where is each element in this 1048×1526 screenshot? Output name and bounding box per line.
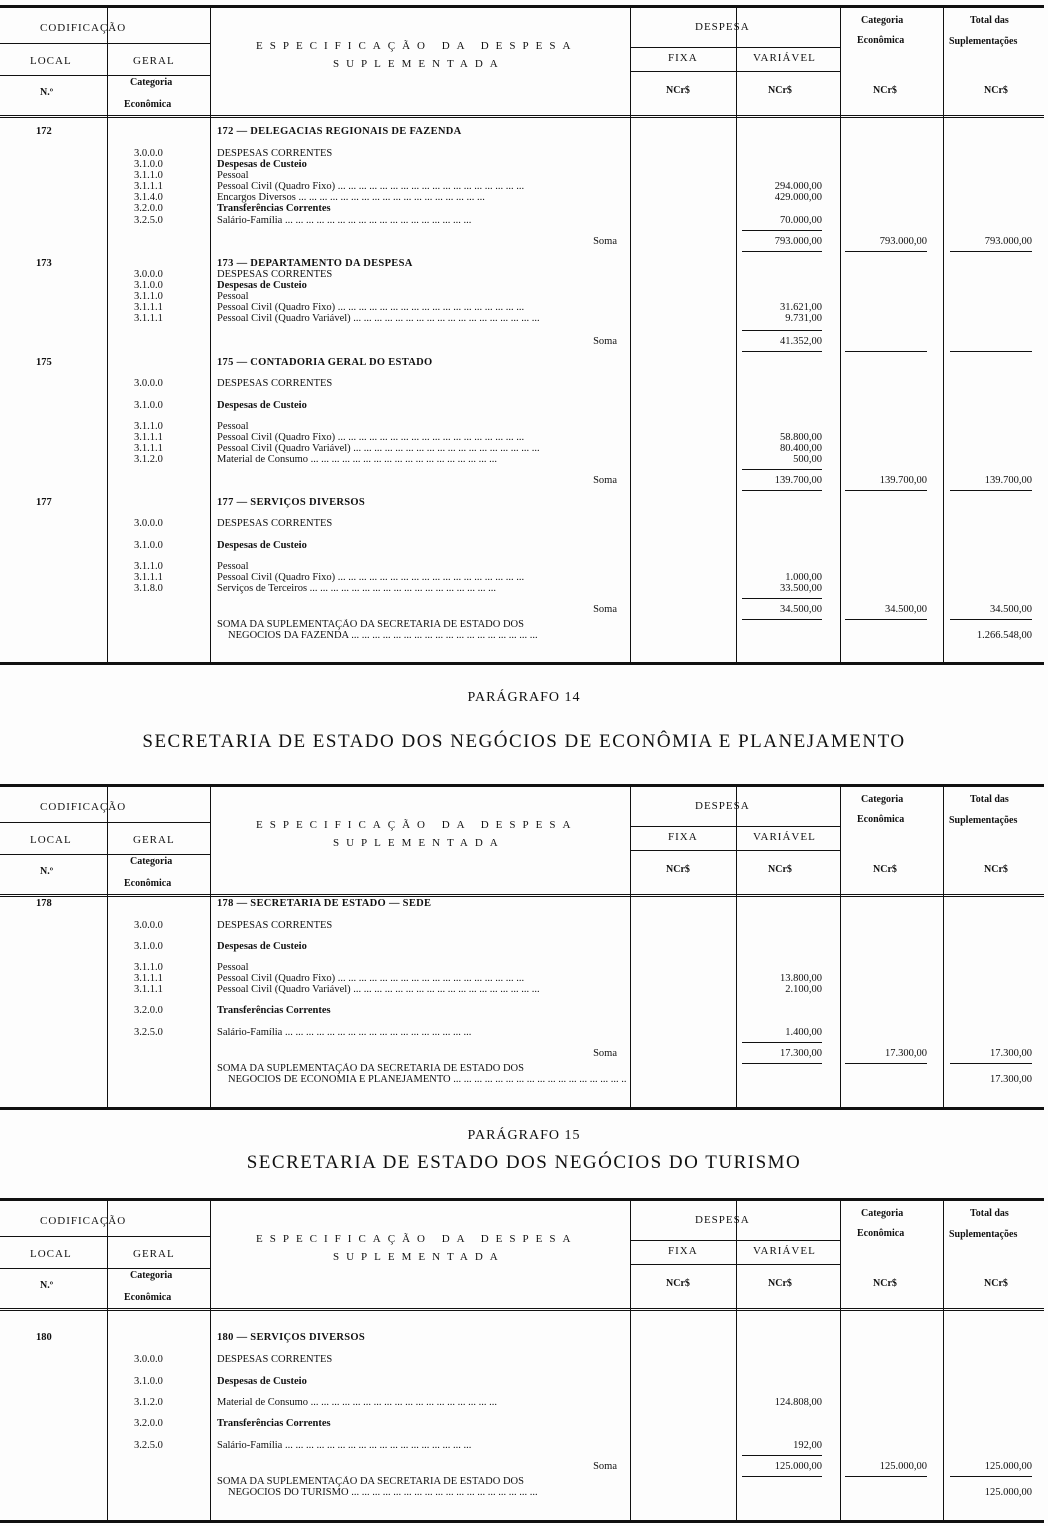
currency-total: NCr$ bbox=[984, 85, 1008, 96]
local-code: 180 bbox=[36, 1332, 52, 1343]
secretaria-total-label-2: NEGÓCIOS DO TURISMO ... . bbox=[228, 1487, 627, 1498]
item-description: DESPESAS CORRENTES bbox=[217, 1354, 333, 1365]
header-bottom-rule bbox=[0, 1308, 1044, 1311]
currency-total: NCr$ bbox=[984, 1278, 1008, 1289]
item-description: Pessoal Civil (Quadro Variável) ... . bbox=[217, 984, 627, 995]
geral-code: 3.1.1.1 bbox=[134, 973, 163, 984]
item-description: Pessoal Civil (Quadro Fixo) ... . bbox=[217, 181, 627, 192]
item-description: DESPESAS CORRENTES bbox=[217, 920, 333, 931]
rule-line bbox=[630, 1240, 840, 1241]
item-description: 177 — SERVIÇOS DIVERSOS bbox=[217, 497, 366, 508]
soma-label: Soma bbox=[593, 1048, 617, 1059]
item-description: DESPESAS CORRENTES bbox=[217, 378, 333, 389]
variavel-value: 294.000,00 bbox=[774, 181, 822, 192]
sum-rule bbox=[742, 1476, 822, 1477]
local-label: LOCAL bbox=[30, 55, 72, 67]
fixa-label: FIXA bbox=[668, 52, 698, 64]
currency-fixa: NCr$ bbox=[666, 864, 690, 875]
sum-rule bbox=[845, 1063, 927, 1064]
table-bottom-rule bbox=[0, 662, 1044, 665]
geral-code: 3.2.0.0 bbox=[134, 1005, 163, 1016]
variavel-value: 80.400,00 bbox=[780, 443, 822, 454]
column-divider bbox=[840, 7, 841, 662]
categoria-label: Categoria bbox=[130, 77, 173, 88]
especificacao-label: ESPECIFICAÇÃO DA DESPESA bbox=[256, 40, 578, 52]
variavel-value: 31.621,00 bbox=[780, 302, 822, 313]
suplementada-label: SUPLEMENTADA bbox=[333, 837, 505, 849]
local-label: LOCAL bbox=[30, 1248, 72, 1260]
numero-label: N.º bbox=[40, 866, 54, 877]
rule-line bbox=[630, 850, 840, 851]
geral-code: 3.1.2.0 bbox=[134, 454, 163, 465]
geral-code: 3.2.5.0 bbox=[134, 215, 163, 226]
rule-line bbox=[0, 854, 210, 855]
variavel-value: 500,00 bbox=[793, 454, 822, 465]
especificacao-label: ESPECIFICAÇÃO DA DESPESA bbox=[256, 819, 578, 831]
suplementacoes-label: Suplementações bbox=[949, 815, 1018, 826]
sum-rule bbox=[950, 1063, 1032, 1064]
item-description: DESPESAS CORRENTES bbox=[217, 518, 333, 529]
table-top-rule bbox=[0, 5, 1044, 8]
total-value: 17.300,00 bbox=[990, 1074, 1032, 1085]
geral-code: 3.2.5.0 bbox=[134, 1027, 163, 1038]
total-value: 34.500,00 bbox=[990, 604, 1032, 615]
sum-rule bbox=[742, 598, 822, 599]
item-description: Pessoal Civil (Quadro Variável) ... . bbox=[217, 313, 627, 324]
local-code: 172 bbox=[36, 126, 52, 137]
geral-code: 3.2.0.0 bbox=[134, 203, 163, 214]
item-description: Encargos Diversos ... . bbox=[217, 192, 627, 203]
column-divider bbox=[943, 786, 944, 1107]
variavel-value: 429.000,00 bbox=[774, 192, 822, 203]
categoria-value: 125.000,00 bbox=[879, 1461, 927, 1472]
sum-rule bbox=[742, 330, 822, 331]
categoria-value: 34.500,00 bbox=[885, 604, 927, 615]
sum-rule bbox=[742, 619, 822, 620]
codificacao-label: CODIFICAÇÃO bbox=[40, 22, 127, 34]
geral-code: 3.2.5.0 bbox=[134, 1440, 163, 1451]
item-description: Transferências Correntes bbox=[217, 203, 331, 214]
soma-label: Soma bbox=[593, 336, 617, 347]
item-description: Salário-Família ... . bbox=[217, 1440, 627, 1451]
variavel-value: 2.100,00 bbox=[785, 984, 822, 995]
item-description: Despesas de Custeio bbox=[217, 400, 307, 411]
item-description: DESPESAS CORRENTES bbox=[217, 269, 333, 280]
item-description: Pessoal bbox=[217, 170, 249, 181]
suplementada-label: SUPLEMENTADA bbox=[333, 58, 505, 70]
total-label: Total das bbox=[970, 15, 1009, 26]
categoria-economica-label: Categoria bbox=[861, 15, 904, 26]
item-description: Pessoal Civil (Quadro Fixo) ... . bbox=[217, 572, 627, 583]
item-description: Despesas de Custeio bbox=[217, 1376, 307, 1387]
currency-fixa: NCr$ bbox=[666, 1278, 690, 1289]
geral-code: 3.0.0.0 bbox=[134, 148, 163, 159]
column-divider bbox=[210, 786, 211, 1107]
sum-rule bbox=[845, 251, 927, 252]
geral-code: 3.1.1.0 bbox=[134, 291, 163, 302]
item-description: Despesas de Custeio bbox=[217, 941, 307, 952]
item-description: DESPESAS CORRENTES bbox=[217, 148, 333, 159]
local-code: 177 bbox=[36, 497, 52, 508]
economica-label: Econômica bbox=[124, 99, 172, 110]
rule-line bbox=[630, 1264, 840, 1265]
column-divider bbox=[107, 7, 108, 662]
item-description: Pessoal Civil (Quadro Variável) ... . bbox=[217, 443, 627, 454]
sum-rule bbox=[845, 1476, 927, 1477]
categoria-economica-label-2: Econômica bbox=[857, 814, 905, 825]
variavel-value: 125.000,00 bbox=[774, 1461, 822, 1472]
secretaria-total-label-2: NEGÓCIOS DE ECONOMIA E PLANEJAMENTO ... . bbox=[228, 1074, 627, 1085]
header-bottom-rule bbox=[0, 894, 1044, 897]
column-divider bbox=[840, 786, 841, 1107]
sum-rule bbox=[742, 351, 822, 352]
rule-line bbox=[630, 47, 840, 48]
categoria-value: 17.300,00 bbox=[885, 1048, 927, 1059]
currency-variavel: NCr$ bbox=[768, 85, 792, 96]
variavel-value: 17.300,00 bbox=[780, 1048, 822, 1059]
item-description: Salário-Família ... . bbox=[217, 1027, 627, 1038]
item-description: Salário-Família ... . bbox=[217, 215, 627, 226]
column-divider bbox=[736, 1200, 737, 1520]
item-description: 180 — SERVIÇOS DIVERSOS bbox=[217, 1332, 366, 1343]
total-value: 1.266.548,00 bbox=[976, 630, 1032, 641]
geral-code: 3.1.0.0 bbox=[134, 941, 163, 952]
categoria-economica-label: Categoria bbox=[861, 794, 904, 805]
numero-label: N.º bbox=[40, 87, 54, 98]
geral-code: 3.1.0.0 bbox=[134, 540, 163, 551]
variavel-value: 1.000,00 bbox=[785, 572, 822, 583]
item-description: Material de Consumo ... . bbox=[217, 1397, 627, 1408]
geral-code: 3.1.1.1 bbox=[134, 313, 163, 324]
sum-rule bbox=[950, 490, 1032, 491]
fixa-label: FIXA bbox=[668, 831, 698, 843]
item-description: Pessoal bbox=[217, 962, 249, 973]
variavel-value: 41.352,00 bbox=[780, 336, 822, 347]
categoria-economica-label-2: Econômica bbox=[857, 35, 905, 46]
item-description: Pessoal bbox=[217, 561, 249, 572]
geral-code: 3.1.0.0 bbox=[134, 280, 163, 291]
economica-label: Econômica bbox=[124, 878, 172, 889]
paragraph-number: PARÁGRAFO 14 bbox=[467, 690, 581, 705]
numero-label: N.º bbox=[40, 1280, 54, 1291]
categoria-economica-label-2: Econômica bbox=[857, 1228, 905, 1239]
item-description: Pessoal Civil (Quadro Fixo) ... . bbox=[217, 973, 627, 984]
column-divider bbox=[943, 1200, 944, 1520]
secretaria-total-label: SOMA DA SUPLEMENTAÇÃO DA SECRETARIA DE ESTADO DOS bbox=[217, 1063, 524, 1074]
especificacao-label: ESPECIFICAÇÃO DA DESPESA bbox=[256, 1233, 578, 1245]
column-divider bbox=[210, 1200, 211, 1520]
secretaria-total-label: SOMA DA SUPLEMENTAÇÃO DA SECRETARIA DE ESTADO DOS bbox=[217, 1476, 524, 1487]
item-description: Transferências Correntes bbox=[217, 1005, 331, 1016]
codificacao-label: CODIFICAÇÃO bbox=[40, 801, 127, 813]
sum-rule bbox=[742, 1455, 822, 1456]
secretaria-total-label-2: NEGÓCIOS DA FAZENDA ... . bbox=[228, 630, 627, 641]
geral-code: 3.0.0.0 bbox=[134, 378, 163, 389]
local-code: 173 bbox=[36, 258, 52, 269]
currency-variavel: NCr$ bbox=[768, 864, 792, 875]
column-divider bbox=[107, 1200, 108, 1520]
geral-label: GERAL bbox=[133, 834, 175, 846]
item-description: Pessoal Civil (Quadro Fixo) ... . bbox=[217, 302, 627, 313]
categoria-economica-label: Categoria bbox=[861, 1208, 904, 1219]
categoria-value: 793.000,00 bbox=[879, 236, 927, 247]
variavel-value: 34.500,00 bbox=[780, 604, 822, 615]
sum-rule bbox=[950, 619, 1032, 620]
variavel-value: 124.808,00 bbox=[774, 1397, 822, 1408]
despesa-label: DESPESA bbox=[695, 800, 750, 812]
geral-code: 3.1.1.1 bbox=[134, 181, 163, 192]
item-description: Material de Consumo ... . bbox=[217, 454, 627, 465]
rule-line bbox=[630, 826, 840, 827]
soma-label: Soma bbox=[593, 604, 617, 615]
variavel-label: VARIÁVEL bbox=[753, 52, 816, 64]
geral-code: 3.1.2.0 bbox=[134, 1397, 163, 1408]
item-description: 172 — DELEGACIAS REGIONAIS DE FAZENDA bbox=[217, 126, 462, 137]
item-description: Despesas de Custeio bbox=[217, 540, 307, 551]
geral-code: 3.1.0.0 bbox=[134, 159, 163, 170]
sum-rule bbox=[742, 490, 822, 491]
geral-code: 3.0.0.0 bbox=[134, 1354, 163, 1365]
total-value: 17.300,00 bbox=[990, 1048, 1032, 1059]
item-description: 178 — SECRETARIA DE ESTADO — SEDE bbox=[217, 898, 432, 909]
table-bottom-rule bbox=[0, 1520, 1044, 1523]
column-divider bbox=[943, 7, 944, 662]
local-code: 178 bbox=[36, 898, 52, 909]
column-divider bbox=[736, 7, 737, 662]
sum-rule bbox=[742, 1063, 822, 1064]
local-code: 175 bbox=[36, 357, 52, 368]
geral-code: 3.1.1.1 bbox=[134, 984, 163, 995]
soma-label: Soma bbox=[593, 1461, 617, 1472]
variavel-value: 9.731,00 bbox=[785, 313, 822, 324]
geral-code: 3.0.0.0 bbox=[134, 269, 163, 280]
soma-label: Soma bbox=[593, 236, 617, 247]
geral-code: 3.1.1.1 bbox=[134, 432, 163, 443]
sum-rule bbox=[845, 490, 927, 491]
rule-line bbox=[0, 1268, 210, 1269]
sum-rule bbox=[950, 351, 1032, 352]
categoria-label: Categoria bbox=[130, 1270, 173, 1281]
column-divider bbox=[210, 7, 211, 662]
fixa-label: FIXA bbox=[668, 1245, 698, 1257]
total-value: 125.000,00 bbox=[984, 1461, 1032, 1472]
item-description: Transferências Correntes bbox=[217, 1418, 331, 1429]
geral-label: GERAL bbox=[133, 55, 175, 67]
variavel-value: 192,00 bbox=[793, 1440, 822, 1451]
sum-rule bbox=[742, 230, 822, 231]
paragraph-number: PARÁGRAFO 15 bbox=[467, 1128, 581, 1143]
total-value: 793.000,00 bbox=[984, 236, 1032, 247]
sum-rule bbox=[742, 251, 822, 252]
geral-code: 3.1.1.1 bbox=[134, 572, 163, 583]
item-description: Pessoal Civil (Quadro Fixo) ... . bbox=[217, 432, 627, 443]
currency-variavel: NCr$ bbox=[768, 1278, 792, 1289]
column-divider bbox=[630, 786, 631, 1107]
rule-line bbox=[0, 822, 210, 823]
variavel-value: 793.000,00 bbox=[774, 236, 822, 247]
geral-code: 3.0.0.0 bbox=[134, 518, 163, 529]
geral-code: 3.1.1.0 bbox=[134, 421, 163, 432]
column-divider bbox=[630, 1200, 631, 1520]
table-top-rule bbox=[0, 1198, 1044, 1201]
header-bottom-rule bbox=[0, 115, 1044, 118]
despesa-label: DESPESA bbox=[695, 21, 750, 33]
codificacao-label: CODIFICAÇÃO bbox=[40, 1215, 127, 1227]
geral-code: 3.1.8.0 bbox=[134, 583, 163, 594]
sum-rule bbox=[742, 469, 822, 470]
sum-rule bbox=[950, 1476, 1032, 1477]
economica-label: Econômica bbox=[124, 1292, 172, 1303]
table-bottom-rule bbox=[0, 1107, 1044, 1110]
variavel-value: 13.800,00 bbox=[780, 973, 822, 984]
suplementada-label: SUPLEMENTADA bbox=[333, 1251, 505, 1263]
item-description: Pessoal bbox=[217, 421, 249, 432]
variavel-label: VARIÁVEL bbox=[753, 1245, 816, 1257]
categoria-label: Categoria bbox=[130, 856, 173, 867]
secretaria-title: SECRETARIA DE ESTADO DOS NEGÓCIOS DE ECONÔMIA E PLANEJAMENTO bbox=[142, 731, 906, 752]
geral-code: 3.2.0.0 bbox=[134, 1418, 163, 1429]
soma-label: Soma bbox=[593, 475, 617, 486]
column-divider bbox=[840, 1200, 841, 1520]
sum-rule bbox=[742, 1042, 822, 1043]
item-description: Despesas de Custeio bbox=[217, 159, 307, 170]
currency-fixa: NCr$ bbox=[666, 85, 690, 96]
geral-code: 3.1.0.0 bbox=[134, 1376, 163, 1387]
geral-code: 3.1.1.1 bbox=[134, 443, 163, 454]
variavel-value: 1.400,00 bbox=[785, 1027, 822, 1038]
local-label: LOCAL bbox=[30, 834, 72, 846]
variavel-value: 33.500,00 bbox=[780, 583, 822, 594]
geral-label: GERAL bbox=[133, 1248, 175, 1260]
geral-code: 3.1.4.0 bbox=[134, 192, 163, 203]
currency-categoria: NCr$ bbox=[873, 1278, 897, 1289]
item-description: Pessoal bbox=[217, 291, 249, 302]
table-top-rule bbox=[0, 784, 1044, 787]
geral-code: 3.1.1.0 bbox=[134, 561, 163, 572]
column-divider bbox=[736, 786, 737, 1107]
geral-code: 3.1.1.0 bbox=[134, 962, 163, 973]
item-description: 173 — DEPARTAMENTO DA DESPESA bbox=[217, 258, 413, 269]
rule-line bbox=[630, 71, 840, 72]
sum-rule bbox=[845, 619, 927, 620]
column-divider bbox=[630, 7, 631, 662]
column-divider bbox=[107, 786, 108, 1107]
variavel-label: VARIÁVEL bbox=[753, 831, 816, 843]
rule-line bbox=[0, 75, 210, 76]
geral-code: 3.1.0.0 bbox=[134, 400, 163, 411]
currency-categoria: NCr$ bbox=[873, 864, 897, 875]
item-description: 175 — CONTADORIA GERAL DO ESTADO bbox=[217, 357, 433, 368]
total-label: Total das bbox=[970, 794, 1009, 805]
suplementacoes-label: Suplementações bbox=[949, 1229, 1018, 1240]
total-value: 139.700,00 bbox=[984, 475, 1032, 486]
secretaria-title: SECRETARIA DE ESTADO DOS NEGÓCIOS DO TURISMO bbox=[246, 1152, 802, 1173]
rule-line bbox=[0, 43, 210, 44]
sum-rule bbox=[845, 351, 927, 352]
rule-line bbox=[0, 1236, 210, 1237]
sum-rule bbox=[950, 251, 1032, 252]
item-description: Serviços de Terceiros ... . bbox=[217, 583, 627, 594]
total-value: 125.000,00 bbox=[984, 1487, 1032, 1498]
total-label: Total das bbox=[970, 1208, 1009, 1219]
variavel-value: 70.000,00 bbox=[780, 215, 822, 226]
secretaria-total-label: SOMA DA SUPLEMENTAÇÃO DA SECRETARIA DE ESTADO DOS bbox=[217, 619, 524, 630]
currency-categoria: NCr$ bbox=[873, 85, 897, 96]
geral-code: 3.1.1.1 bbox=[134, 302, 163, 313]
geral-code: 3.1.1.0 bbox=[134, 170, 163, 181]
item-description: Despesas de Custeio bbox=[217, 280, 307, 291]
variavel-value: 139.700,00 bbox=[774, 475, 822, 486]
currency-total: NCr$ bbox=[984, 864, 1008, 875]
geral-code: 3.0.0.0 bbox=[134, 920, 163, 931]
suplementacoes-label: Suplementações bbox=[949, 36, 1018, 47]
categoria-value: 139.700,00 bbox=[879, 475, 927, 486]
despesa-label: DESPESA bbox=[695, 1214, 750, 1226]
variavel-value: 58.800,00 bbox=[780, 432, 822, 443]
